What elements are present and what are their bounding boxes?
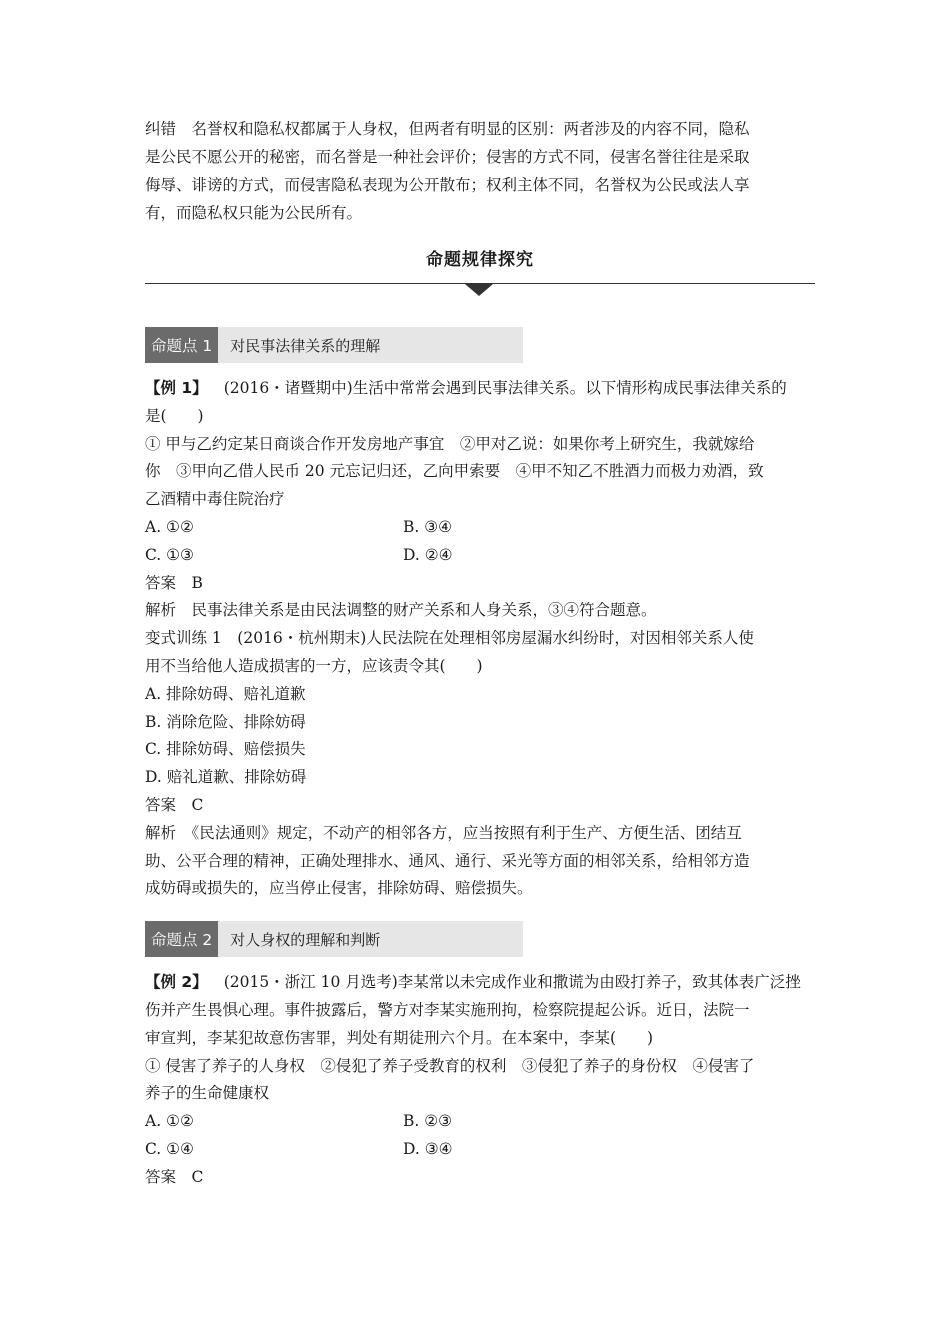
topic-banner-2 (145, 921, 523, 957)
question-stem: 【例 1】 (2016・诸暨期中)生活中常常会遇到民事法律关系。以下情形构成民事法律关系的 (145, 379, 787, 397)
option-a: A. ①② (145, 517, 194, 536)
example-1 (145, 375, 815, 625)
option-b: B. ③④ (403, 517, 453, 536)
text-line: 纠错 名誉权和隐私权都属于人身权，但两者有明显的区别：两者涉及的内容不同，隐私 (145, 120, 750, 138)
analysis: 解析 《民法通则》规定，不动产的相邻各方，应当按照有利于生产、方便生活、团结互 (145, 823, 742, 842)
option-d: D. ②④ (403, 545, 453, 564)
example-label: 【例 1】 (145, 379, 208, 397)
option-d: D. ③④ (403, 1139, 453, 1158)
topic-tag: 命题点 1 (145, 327, 218, 363)
option-c: C. ①④ (145, 1139, 194, 1158)
answer: 答案 B (145, 573, 203, 592)
option-b: B. 消除危险、排除妨碍 (145, 712, 306, 731)
variant-1 (145, 625, 815, 903)
question-stem: 变式训练 1 (2016・杭州期末)人民法院在处理相邻房屋漏水纠纷时，对因相邻关系人使 (145, 629, 754, 648)
example-2 (145, 969, 815, 1191)
option-row (145, 542, 815, 570)
text-line: 是公民不愿公开的秘密，而名誉是一种社会评价；侵害的方式不同，侵害名誉往往是采取 (145, 148, 750, 166)
analysis: 成妨碍或损失的，应当停止侵害，排除妨碍、赔偿损失。 (145, 879, 533, 898)
option-row (145, 1108, 815, 1136)
topic-banner-1 (145, 327, 523, 363)
option-row (145, 514, 815, 542)
topic-title: 对民事法律关系的理解 (230, 336, 381, 355)
question-stem: ① 甲与乙约定某日商谈合作开发房地产事宜 ②甲对乙说：如果你考上研究生，我就嫁给 (145, 434, 755, 453)
example-label: 【例 2】 (145, 973, 208, 992)
analysis: 解析 民事法律关系是由民法调整的财产关系和人身关系，③④符合题意。 (145, 601, 657, 620)
option-d: D. 赔礼道歉、排除妨碍 (145, 768, 307, 787)
option-row (145, 1136, 815, 1164)
question-stem: 养子的生命健康权 (145, 1084, 270, 1103)
option-a: A. ①② (145, 1112, 194, 1131)
question-stem: 【例 2】 (2015・浙江 10 月选考)李某常以未完成作业和撒谎为由殴打养子，致其体表广泛挫 (145, 973, 801, 992)
question-stem: ① 侵害了养子的人身权 ②侵犯了养子受教育的权利 ③侵犯了养子的身份权 ④侵害了 (145, 1056, 755, 1075)
option-c: C. ①③ (145, 545, 194, 564)
section-header (145, 245, 815, 297)
answer: 答案 C (145, 795, 204, 814)
question-stem: 伤并产生畏惧心理。事件披露后，警方对李某实施刑拘，检察院提起公诉。近日，法院一 (145, 1000, 750, 1019)
option-b: B. ②③ (403, 1112, 453, 1131)
section-title: 命题规律探究 (426, 250, 534, 270)
question-stem: 你 ③甲向乙借人民币 20 元忘记归还，乙向甲索要 ④甲不知乙不胜酒力而极力劝酒，致 (145, 462, 764, 481)
question-stem: 审宣判，李某犯故意伤害罪，判处有期徒刑六个月。在本案中，李某( ) (145, 1028, 654, 1047)
analysis: 助、公平合理的精神，正确处理排水、通风、通行、采光等方面的相邻关系，给相邻方造 (145, 851, 750, 870)
topic-title: 对人身权的理解和判断 (230, 930, 381, 949)
document-page (145, 115, 815, 1192)
down-triangle-icon (465, 284, 493, 296)
intro-paragraph (145, 115, 815, 227)
text-line: 侮辱、诽谤的方式，而侵害隐私表现为公开散布；权利主体不同，名誉权为公民或法人享 (145, 176, 750, 194)
text-line: 有，而隐私权只能为公民所有。 (145, 204, 363, 222)
question-stem: 乙酒精中毒住院治疗 (145, 490, 285, 509)
question-stem: 是( ) (145, 406, 204, 425)
answer: 答案 C (145, 1167, 204, 1186)
question-stem: 用不当给他人造成损害的一方，应该责令其( ) (145, 656, 483, 675)
topic-tag: 命题点 2 (145, 921, 218, 957)
option-c: C. 排除妨碍、赔偿损失 (145, 740, 306, 759)
option-a: A. 排除妨碍、赔礼道歉 (145, 684, 306, 703)
